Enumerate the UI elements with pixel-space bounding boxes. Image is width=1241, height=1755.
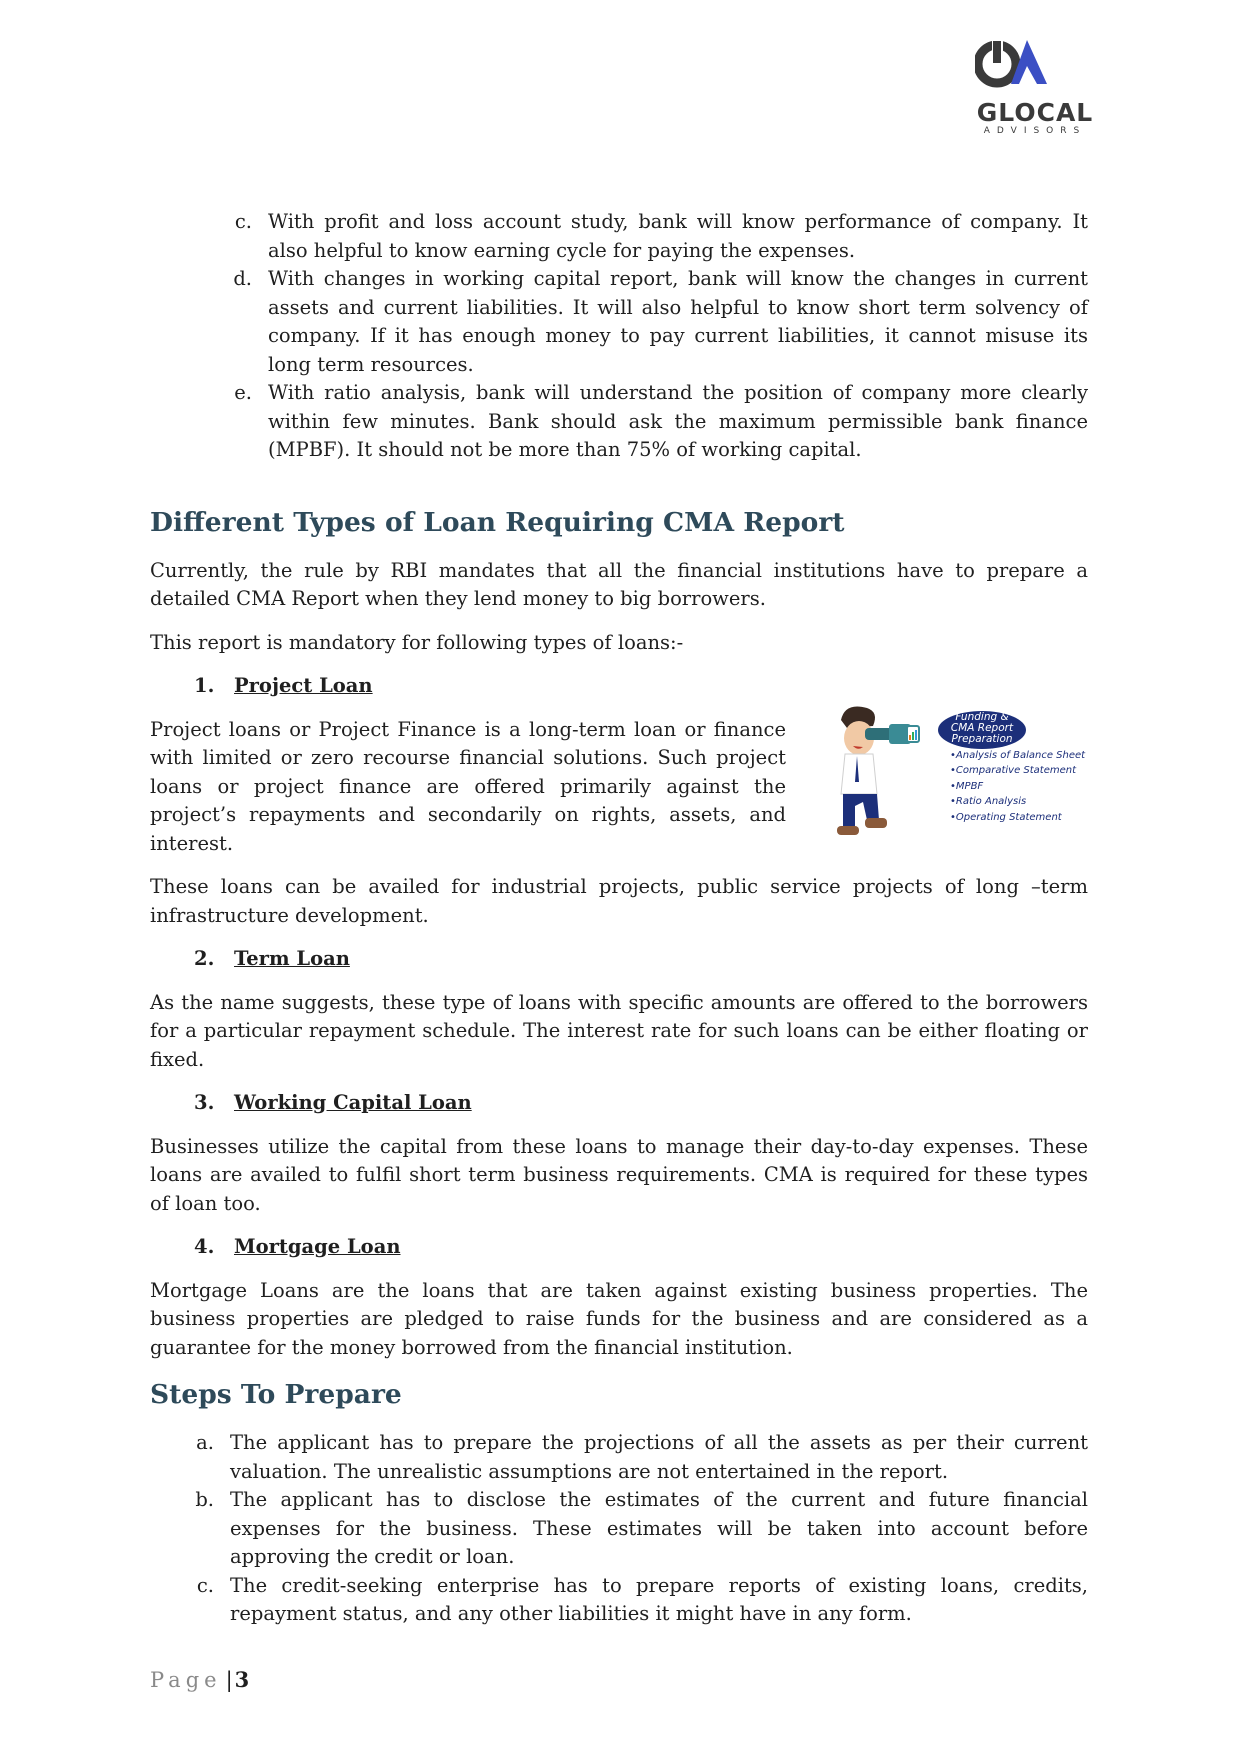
page-label: Page [150, 1668, 222, 1692]
badge-line-3: Preparation [951, 732, 1013, 745]
term-loan-paragraph: As the name suggests, these type of loans with specific amounts are offered to the borrowers for a particular repayment schedule. The interest rate for such loans can be either floating or fixed. [150, 990, 1088, 1071]
section-heading-loan-types: Different Types of Loan Requiring CMA Report [150, 506, 845, 538]
subheading-mortgage-loan: 4. Mortgage Loan [194, 1235, 401, 1258]
list-item: b. The applicant has to disclose the estimates of the current and future financial expenses for the business. These estimates will be taken into account before approving the credit or loan. [195, 1488, 1088, 1568]
list-item: • Analysis of Balance Sheet [950, 748, 1085, 764]
working-capital-paragraph: Businesses utilize the capital from these loans to manage their day-to-day expenses. These loans are availed to fulfil short term business requirements. CMA is required for these types of loan too. [150, 1134, 1088, 1215]
list-item: • Comparative Statement [950, 763, 1085, 779]
page-content [150, 208, 1088, 1629]
steps-list [195, 1429, 1088, 1629]
subheading-project-loan: 1. Project Loan [194, 674, 373, 697]
list-item: c. With profit and loss account study, bank will know performance of company. It also helpful to know earning cycle for paying the expenses. [234, 210, 1088, 262]
badge-line-2: CMA Report [950, 721, 1014, 734]
list-item: c. The credit-seeking enterprise has to prepare reports of existing loans, credits, repayment status, and any other liabilities it might have in any form. [196, 1573, 1088, 1625]
list-item: • Operating Statement [950, 810, 1085, 826]
subheading-term-loan: 2. Term Loan [194, 947, 350, 970]
intro-paragraph: Currently, the rule by RBI mandates that all the financial institutions have to prepare a detailed CMA Report when they lend money to big borrowers. [150, 558, 1088, 610]
subheading-working-capital-loan: 3. Working Capital Loan [194, 1091, 472, 1114]
list-item: a. The applicant has to prepare the projections of all the assets as per their current valuation. The unrealistic assumptions are not entertained in the report. [196, 1431, 1088, 1483]
benefits-list [233, 208, 1088, 465]
illustration-items [950, 748, 1085, 826]
page-number: 3 [234, 1667, 250, 1692]
badge-line-1: Funding & [955, 710, 1009, 723]
logo-subtitle: ADVISORS [983, 126, 1087, 136]
list-item: e. With ratio analysis, bank will understand the position of company more clearly within few minutes. Bank should ask the maximum permissible bank finance (MPBF). It should not be more than 75% of working capital. [234, 381, 1088, 461]
section-heading-steps: Steps To Prepare [150, 1379, 402, 1410]
list-item: • MPBF [950, 779, 1085, 795]
intro-paragraph-2: This report is mandatory for following types of loans:- [150, 630, 684, 654]
list-item: d. With changes in working capital report, bank will know the changes in current assets and current liabilities. It will also helpful to know short term solvency of company. If it has enough money to pay current liabilities, it cannot misuse its long term resources. [233, 267, 1088, 376]
project-loan-paragraph-2: These loans can be availed for industrial projects, public service projects of long –term infrastructure development. [150, 875, 1088, 927]
page-footer [150, 1667, 249, 1692]
project-loan-paragraph: Project loans or Project Finance is a long-term loan or finance with limited or zero recourse financial solutions. Such project loans or project finance are offered primarily against the project’s repayments and secondarily on rights, assets, and interest. [150, 717, 786, 855]
logo-wordmark: GLOCAL [976, 98, 1094, 127]
mortgage-loan-paragraph: Mortgage Loans are the loans that are taken against existing business properties. The business properties are pledged to raise funds for the business and are considered as a guarantee for the money borrowed from the financial institution. [150, 1278, 1088, 1359]
list-item: • Ratio Analysis [950, 794, 1085, 810]
page-separator: | [225, 1668, 233, 1692]
project-loan-block [150, 710, 1088, 859]
